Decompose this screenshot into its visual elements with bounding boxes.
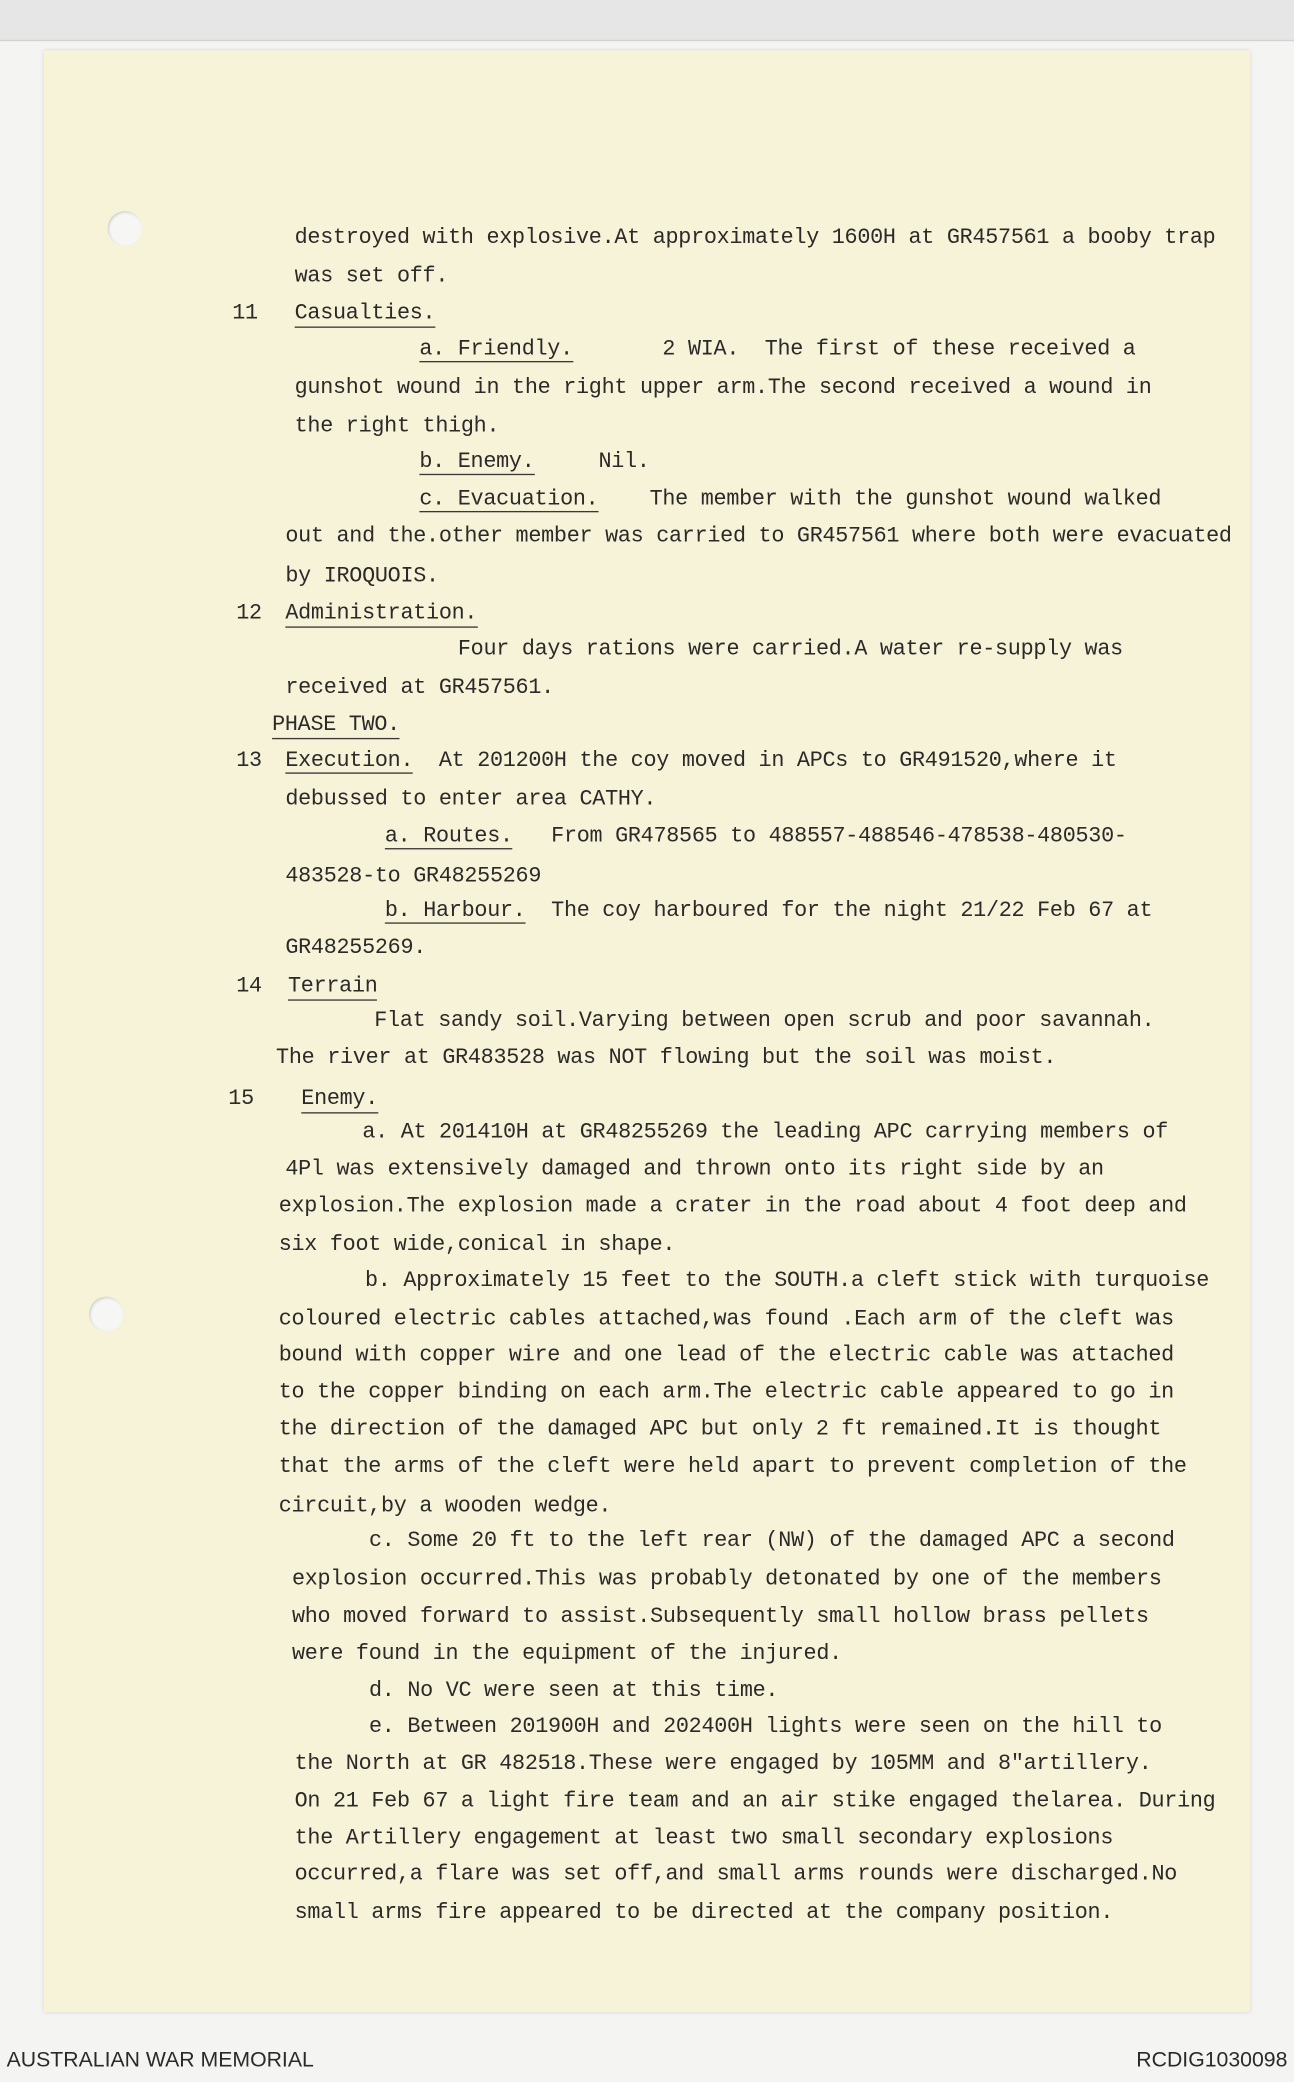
text-line: Flat sandy soil.Varying between open scrub and poor savannah.	[374, 1007, 1155, 1033]
section-number: 11	[232, 299, 258, 326]
text: From GR478565 to 488557-488546-478538-480530-	[512, 822, 1127, 849]
text-line: 483528-to GR48255269	[285, 862, 542, 888]
subheading: b. Harbour.	[384, 897, 526, 923]
text-line	[285, 747, 1116, 774]
text-line: the North at GR 482518.These were engaged by 105MM and 8"artillery.	[294, 1750, 1152, 1776]
text-line: The river at GR483528 was NOT flowing but the soil was moist.	[276, 1044, 1057, 1070]
subheading: a. Friendly.	[419, 335, 573, 361]
text-line: bound with copper wire and one lead of the electric cable was attached	[278, 1341, 1174, 1368]
text-line	[419, 449, 649, 476]
viewer-top-bar	[0, 0, 1294, 41]
section-number: 14	[236, 972, 262, 999]
text-line: debussed to enter area CATHY.	[285, 785, 657, 811]
text-line: received at GR457561.	[285, 674, 554, 700]
section-heading: Administration.	[285, 600, 477, 628]
section-heading: Terrain	[288, 973, 378, 1001]
subheading: b. Enemy.	[419, 448, 535, 474]
text-line	[419, 486, 1161, 513]
text-line: out and the.other member was carried to GR457561 where both were evacuated	[285, 522, 1232, 549]
text-line: b. Approximately 15 feet to the SOUTH.a cleft stick with turquoise	[364, 1267, 1210, 1293]
text-line: occurred,a flare was set off,and small arms rounds were discharged.No	[294, 1860, 1178, 1886]
text-line: Four days rations were carried.A water re-supply was	[457, 635, 1123, 661]
text-line	[385, 823, 1127, 850]
subheading: a. Routes.	[384, 822, 513, 849]
text-line: the direction of the damaged APC but only 2 ft remained.It is thought	[278, 1416, 1162, 1442]
text-line: destroyed with explosive.At approximately 1600H at GR457561 a booby trap	[294, 224, 1216, 250]
text-line: who moved forward to assist.Subsequently small hollow brass pellets	[291, 1603, 1149, 1629]
text-line: On 21 Feb 67 a light fire team and an air stike engaged thelarea. During	[294, 1787, 1216, 1813]
text-line: that the arms of the cleft were held apart to prevent completion of the	[278, 1453, 1187, 1479]
section-number: 15	[228, 1085, 254, 1111]
text-line: c. Some 20 ft to the left rear (NW) of the damaged APC a second	[368, 1527, 1175, 1553]
text-line: explosion occurred.This was probably detonated by one of the members	[291, 1566, 1162, 1592]
text-line: coloured electric cables attached,was found .Each arm of the cleft was	[278, 1305, 1174, 1332]
text-line: gunshot wound in the right upper arm.The second received a wound in	[294, 374, 1152, 400]
footer-id: RCDIG1030098	[1136, 2049, 1288, 2072]
text: Nil.	[534, 448, 650, 474]
section-heading: Casualties.	[295, 300, 436, 328]
text-line	[419, 336, 1135, 363]
text-line: circuit,by a wooden wedge.	[278, 1493, 612, 1519]
text: The member with the gunshot wound walked	[598, 485, 1162, 511]
text-line: by IROQUOIS.	[285, 562, 439, 588]
text-line: GR48255269.	[285, 934, 427, 960]
section-heading: Enemy.	[301, 1086, 378, 1114]
text-line: explosion.The explosion made a crater in the road about 4 foot deep and	[278, 1193, 1187, 1219]
section-number: 12	[236, 599, 262, 626]
text-line: six foot wide,conical in shape.	[278, 1231, 676, 1257]
text: The coy harboured for the night 21/22 Feb 67 at	[525, 897, 1153, 923]
text-line: the right thigh.	[294, 412, 500, 438]
punch-hole	[108, 211, 143, 246]
text-line: were found in the equipment of the injured.	[291, 1640, 842, 1666]
text-line	[385, 897, 1152, 924]
phase-heading: PHASE TWO.	[272, 711, 400, 739]
footer-source: AUSTRALIAN WAR MEMORIAL	[6, 2049, 314, 2072]
text-line: small arms fire appeared to be directed at the company position.	[294, 1899, 1114, 1925]
text-line: the Artillery engagement at least two small secondary explosions	[294, 1824, 1114, 1851]
punch-hole	[89, 1297, 124, 1332]
text: At 201200H the coy moved in APCs to GR491520,where it	[413, 747, 1117, 773]
section-number: 13	[236, 747, 262, 773]
text-line: to the copper binding on each arm.The electric cable appeared to go in	[278, 1378, 1174, 1405]
text-line: d. No VC were seen at this time.	[368, 1677, 779, 1703]
text-line: was set off.	[294, 262, 449, 289]
text-line: a. At 201410H at GR48255269 the leading APC carrying members of	[362, 1118, 1169, 1145]
text-line: e. Between 201900H and 202400H lights were seen on the hill to	[368, 1713, 1162, 1739]
text-line: 4Pl was extensively damaged and thrown onto its right side by an	[285, 1155, 1104, 1182]
text: 2 WIA. The first of these received a	[572, 335, 1136, 361]
subheading: c. Evacuation.	[419, 485, 599, 511]
section-heading: Execution.	[285, 747, 414, 773]
